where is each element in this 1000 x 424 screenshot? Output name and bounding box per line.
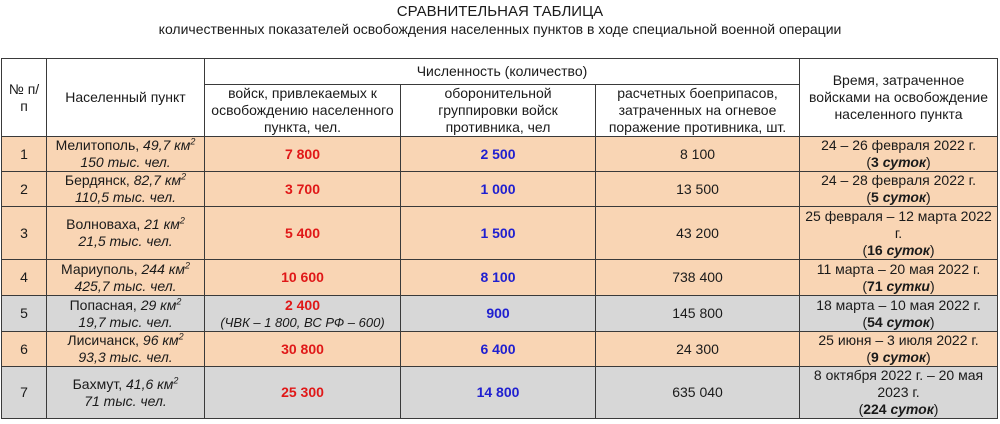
settlement-area: 244 км	[141, 260, 185, 277]
settlement-cell	[47, 172, 205, 207]
ammo-value: 24 300	[596, 332, 800, 367]
settlement-cell	[47, 137, 205, 172]
settlement-population: 71 тыс. чел.	[84, 392, 167, 409]
enemy-value: 1 000	[401, 172, 596, 207]
table-body	[2, 137, 998, 419]
settlement-area: 82,7 км	[133, 172, 182, 188]
settlement-population: 110,5 тыс. чел.	[75, 189, 176, 205]
document-subtitle: количественных показателей освобождения населенных пунктов в ходе специальной военной операции	[158, 21, 842, 37]
time-days: (54 суток)	[862, 313, 935, 330]
settlement-name: Бердянск,	[64, 172, 130, 188]
document-page	[0, 3, 1000, 424]
days-word: суток	[890, 401, 934, 417]
time-cell	[800, 332, 998, 367]
days-number: 9	[871, 349, 879, 365]
row-number: 2	[2, 172, 47, 207]
time-period: 24 – 26 февраля 2022 г.	[821, 137, 976, 153]
table-row	[2, 137, 998, 172]
days-number: 16	[867, 241, 883, 258]
time-cell	[800, 172, 998, 207]
settlement-name: Мелитополь,	[55, 137, 140, 153]
time-days: (3 суток)	[866, 154, 931, 170]
ammo-value: 13 500	[596, 172, 800, 207]
header-troops: войск, привлекаемых к освобождению населенного пункта, чел.	[205, 85, 401, 137]
table-row	[2, 207, 998, 260]
area-superscript: 2	[176, 295, 182, 306]
time-days: (224 суток)	[858, 401, 939, 417]
settlement-area: 21 км	[144, 216, 180, 232]
header-group: Численность (количество)	[205, 59, 800, 85]
settlement-cell	[47, 332, 205, 367]
time-period: 18 марта – 10 мая 2022 г.	[816, 296, 981, 313]
settlement-area: 29 км	[140, 296, 177, 313]
time-cell	[800, 367, 998, 419]
time-period: 24 – 28 февраля 2022 г.	[821, 172, 976, 188]
row-number: 7	[2, 367, 47, 419]
troops-value: 5 400	[284, 224, 321, 241]
time-period: 25 июня – 3 июля 2022 г.	[818, 332, 979, 348]
time-days: (9 суток)	[866, 349, 931, 365]
area-superscript: 2	[173, 374, 179, 385]
time-cell	[800, 260, 998, 296]
days-word: суток	[886, 241, 930, 258]
days-word: суток	[882, 154, 927, 170]
row-number: 3	[2, 207, 47, 260]
troops-cell	[205, 296, 401, 332]
area-superscript: 2	[190, 136, 196, 147]
days-word: суток	[882, 189, 927, 205]
ammo-value: 635 040	[596, 367, 800, 419]
troops-cell	[205, 367, 401, 419]
troops-value: 10 600	[281, 269, 324, 285]
time-period: 25 февраля – 12 марта 2022 г.	[805, 207, 992, 241]
row-number: 4	[2, 260, 47, 296]
days-word: суток	[886, 313, 930, 330]
settlement-name: Волноваха,	[66, 216, 141, 232]
time-period: 11 марта – 20 мая 2022 г.	[816, 260, 981, 277]
troops-cell	[205, 207, 401, 260]
settlement-population: 150 тыс. чел.	[80, 154, 171, 170]
time-days: (16 суток)	[862, 241, 935, 258]
settlement-name: Лисичанск,	[67, 332, 140, 348]
time-cell	[800, 207, 998, 260]
enemy-value: 900	[401, 296, 596, 332]
settlement-cell	[47, 207, 205, 260]
row-number: 1	[2, 137, 47, 172]
area-superscript: 2	[178, 331, 184, 342]
table-row	[2, 296, 998, 332]
header-time: Время, затраченное войсками на освобождение населенного пункта	[800, 59, 998, 137]
settlement-cell	[47, 367, 205, 419]
header-num: № п/п	[2, 59, 47, 137]
header-enemy: оборонительной группировки войск противника, чел	[401, 85, 596, 137]
troops-cell	[205, 260, 401, 296]
enemy-value: 6 400	[401, 332, 596, 367]
enemy-value: 2 500	[401, 137, 596, 172]
settlement-name: Бахмут,	[72, 375, 123, 392]
settlement-population: 21,5 тыс. чел.	[78, 233, 173, 249]
ammo-value: 145 800	[596, 296, 800, 332]
ammo-value: 738 400	[596, 260, 800, 296]
troops-value: 3 700	[284, 180, 321, 197]
area-superscript: 2	[179, 215, 185, 226]
area-superscript: 2	[184, 259, 190, 270]
days-number: 5	[871, 189, 879, 205]
settlement-population: 19,7 тыс. чел.	[78, 313, 173, 330]
row-number: 6	[2, 332, 47, 367]
header-ammo: расчетных боеприпасов, затраченных на огневое поражение противника, шт.	[596, 85, 800, 137]
troops-value: 7 800	[284, 145, 321, 162]
time-period: 8 октября 2022 г. – 20 мая 2023 г.	[813, 367, 984, 400]
troops-note: (ЧВК – 1 800, ВС РФ – 600)	[220, 314, 385, 330]
troops-cell	[205, 332, 401, 367]
settlement-population: 425,7 тыс. чел.	[74, 277, 177, 294]
days-word: сутки	[886, 277, 930, 294]
enemy-value: 1 500	[401, 207, 596, 260]
ammo-value: 8 100	[596, 137, 800, 172]
enemy-value: 14 800	[401, 367, 596, 419]
troops-cell	[205, 137, 401, 172]
time-cell	[800, 296, 998, 332]
time-days: (71 сутки)	[862, 277, 935, 294]
area-superscript: 2	[181, 171, 187, 182]
table-row	[2, 332, 998, 367]
table-row	[2, 172, 998, 207]
days-word: суток	[882, 349, 927, 365]
settlement-population: 93,3 тыс. чел.	[78, 349, 173, 365]
settlement-name: Попасная,	[69, 296, 137, 313]
time-cell	[800, 137, 998, 172]
troops-value: 25 300	[281, 384, 324, 400]
header-place: Населенный пункт	[47, 59, 205, 137]
settlement-area: 49,7 км	[143, 137, 191, 153]
settlement-area: 96 км	[142, 332, 179, 348]
ammo-value: 43 200	[596, 207, 800, 260]
table-row	[2, 367, 998, 419]
days-number: 224	[863, 401, 887, 417]
table-row	[2, 260, 998, 296]
troops-value: 2 400	[284, 296, 321, 313]
settlement-cell	[47, 260, 205, 296]
troops-cell	[205, 172, 401, 207]
settlement-name: Мариуполь,	[61, 260, 138, 277]
comparison-table	[1, 58, 998, 419]
troops-value: 30 800	[281, 340, 324, 357]
settlement-cell	[47, 296, 205, 332]
days-number: 71	[867, 277, 883, 294]
days-number: 54	[867, 313, 883, 330]
enemy-value: 8 100	[401, 260, 596, 296]
settlement-area: 41,6 км	[126, 375, 174, 392]
days-number: 3	[871, 154, 879, 170]
document-title: СРАВНИТЕЛЬНАЯ ТАБЛИЦА	[396, 3, 604, 20]
row-number: 5	[2, 296, 47, 332]
time-days: (5 суток)	[866, 189, 931, 205]
